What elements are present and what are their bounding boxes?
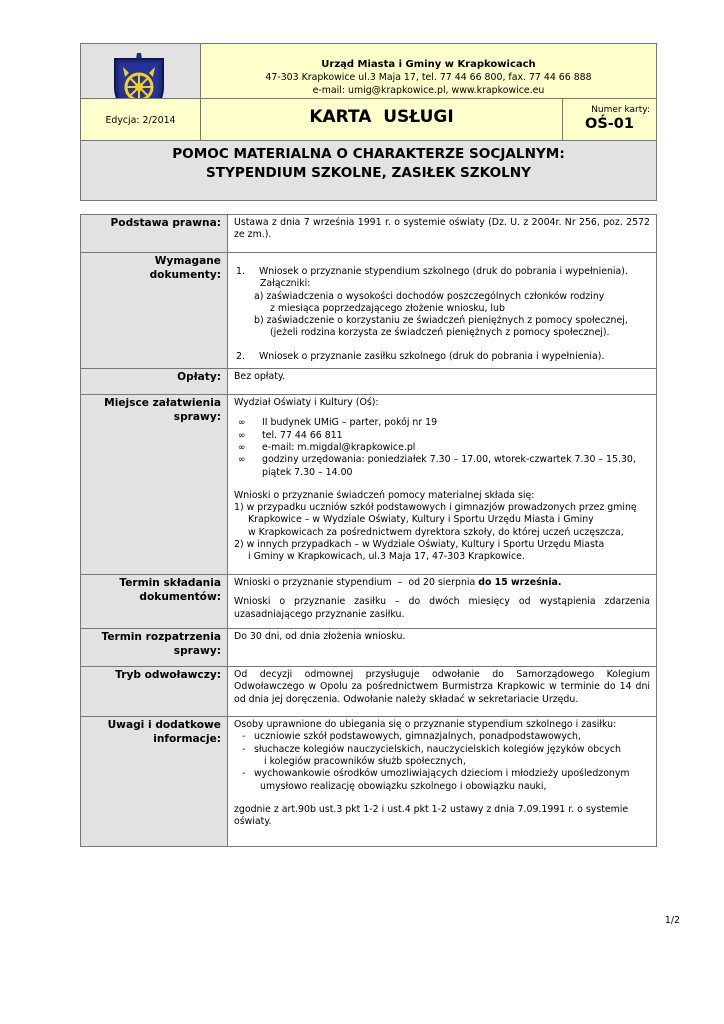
row-documents xyxy=(81,253,657,369)
notes-item-pupils: - uczniowie szkół podstawowych, gimnazjalnych, ponadpodstawowych, xyxy=(242,731,581,743)
location-bullet-room: ∞ II budynek UMiG – parter, pokój nr 19 xyxy=(238,417,438,429)
notes-item-wards: - wychowankowie ośrodków umozliwiających dzieciom i młodzieży upośledzonym umysłowo realizację obowiązku szkolnego i obowiązku nauki, xyxy=(242,768,630,792)
documents-label: Wymagane dokumenty: xyxy=(81,253,228,369)
fees-label: Opłaty: xyxy=(81,369,228,395)
fees-value: Bez opłaty. xyxy=(228,369,657,395)
location-bullet-phone: ∞ tel. 77 44 66 811 xyxy=(238,429,343,441)
location-bullet-email: ∞ e-mail: m.migdal@krapkowice.pl xyxy=(238,441,416,453)
deadline-value: Wnioski o przyznanie stypendium – od 20 sierpnia do 15 września. Wnioski o przyznanie zasiłku – do dwóch miesięcy od wystąpienia zdarzenia uzasadniającego przyznanie zasiłku. xyxy=(228,575,657,629)
legal-basis-value: Ustawa z dnia 7 września 1991 r. o systemie oświaty (Dz. U. z 2004r. Nr 256, poz. 2572 ze zm.). xyxy=(228,215,657,253)
card-number-label: Numer karty: xyxy=(591,105,650,115)
row-legal-basis xyxy=(81,215,657,253)
edition-text: Edycja: 2/2014 xyxy=(105,115,176,126)
row-processing xyxy=(81,629,657,667)
processing-label: Termin rozpatrzenia sprawy: xyxy=(81,629,228,667)
page-number: 1/2 xyxy=(664,915,680,926)
notes-value: Osoby uprawnione do ubiegania się o przyznanie stypendium szkolnego i zasiłku: - uczniowie szkół podstawowych, gimnazjalnych, ponadpodstawowych, - słuchacze kolegiów nauczycielskich, nauczycielskich kolegiów języków obcych i kolegiów pracowników służb społecznych, - wychowankowie ośrodków umozliwiających dzieciom i młodzieży upośledzonym umysłowo realizację obowiązku szkolnego i obowiązku nauki, zgodnie z art.90b ust.3 pkt 1-2 i ust.4 pkt 1-2 ustawy z dnia 7.09.1991 r. o systemie oświaty. xyxy=(228,717,657,847)
office-name: Urząd Miasta i Gminy w Krapkowicach xyxy=(321,59,536,70)
office-address: 47-303 Krapkowice ul.3 Maja 17, tel. 77 44 66 800, fax. 77 44 66 888 xyxy=(265,72,592,83)
office-header xyxy=(200,43,657,99)
service-card-table xyxy=(80,214,657,847)
service-title xyxy=(80,140,657,201)
row-location xyxy=(81,395,657,575)
service-title-line2: STYPENDIUM SZKOLNE, ZASIŁEK SZKOLNY xyxy=(205,165,532,181)
appeal-label: Tryb odwoławczy: xyxy=(81,667,228,717)
row-appeal xyxy=(81,667,657,717)
document-item-2: 2. Wniosek o przyznanie zasiłku szkolnego (druk do pobrania i wypełnienia). xyxy=(236,350,605,362)
card-number-cell xyxy=(562,98,657,141)
card-number: OŚ-01 xyxy=(585,116,634,132)
card-type-cell xyxy=(200,98,563,141)
deadline-label: Termin składania dokumentów: xyxy=(81,575,228,629)
appeal-value: Od decyzji odmownej przysługuje odwołanie do Samorządowego Kolegium Odwoławczego w Opolu za pośrednictwem Burmistrza Krapkowic w terminie do 14 dni od dnia jej doręczenia. Odwołanie należy składać w sekretariacie Urzędu. xyxy=(228,667,657,717)
row-notes xyxy=(81,717,657,847)
processing-value: Do 30 dni, od dnia złożenia wniosku. xyxy=(228,629,657,667)
row-fees xyxy=(81,369,657,395)
document-item-1: 1. Wniosek o przyznanie stypendium szkolnego (druk do pobrania i wypełnienia). xyxy=(236,266,628,277)
edition-cell xyxy=(80,98,201,141)
location-label: Miejsce załatwienia sprawy: xyxy=(81,395,228,575)
card-type-title: KARTA USŁUGI xyxy=(309,107,454,127)
office-contact: e-mail: umig@krapkowice.pl, www.krapkowice.eu xyxy=(312,85,545,96)
notes-item-students: - słuchacze kolegiów nauczycielskich, nauczycielskich kolegiów języków obcych i kolegiów pracowników służb społecznych, xyxy=(242,743,621,767)
service-title-line1: POMOC MATERIALNA O CHARAKTERZE SOCJALNYM: xyxy=(172,146,565,162)
location-value: Wydział Oświaty i Kultury (Oś): ∞ II budynek UMiG – parter, pokój nr 19 ∞ tel. 77 44 66 811 ∞ e-mail: m.migdal@krapkowice.pl ∞ godziny urzędowania: poniedziałek 7.30 – 17.00, wtorek-czwartek 7.30 – 15.30, piątek 7.30 – 14.00 Wnioski o przyznanie świadczeń pomocy materialnej składa się: 1) w przypadku uczniów szkół podstawowych i gimnazjów prowadzonych przez gminę Krapkowice – w Wydziale Oświaty, Kultury i Sportu Urzędu Miasta i Gminy w Krapkowicach za pośrednictwem dyrektora szkoły, do której uczeń uczęszcza, 2) w innych przypadkach – w Wydziale Oświaty, Kultury i Sportu Urzędu Miasta i Gminy w Krapkowicach, ul.3 Maja 17, 47-303 Krapkowice. xyxy=(228,395,657,575)
row-deadline xyxy=(81,575,657,629)
legal-basis-label: Podstawa prawna: xyxy=(81,215,228,253)
notes-label: Uwagi i dodatkowe informacje: xyxy=(81,717,228,847)
location-bullet-hours: ∞ godziny urzędowania: poniedziałek 7.30 – 17.00, wtorek-czwartek 7.30 – 15.30, piątek 7.30 – 14.00 xyxy=(238,454,636,478)
documents-value: 1. Wniosek o przyznanie stypendium szkolnego (druk do pobrania i wypełnienia). Załączniki: a) zaświadczenia o wysokości dochodów poszczególnych członków rodziny z miesiąca poprzedzającego złożenie wniosku, lub b) zaświadczenie o korzystaniu ze świadczeń pieniężnych z pomocy społecznej, (jeżeli rodzina korzysta ze świadczeń pieniężnych z pomocy społecznej). 2. Wniosek o przyznanie zasiłku szkolnego (druk do pobrania i wypełnienia). xyxy=(228,253,657,369)
